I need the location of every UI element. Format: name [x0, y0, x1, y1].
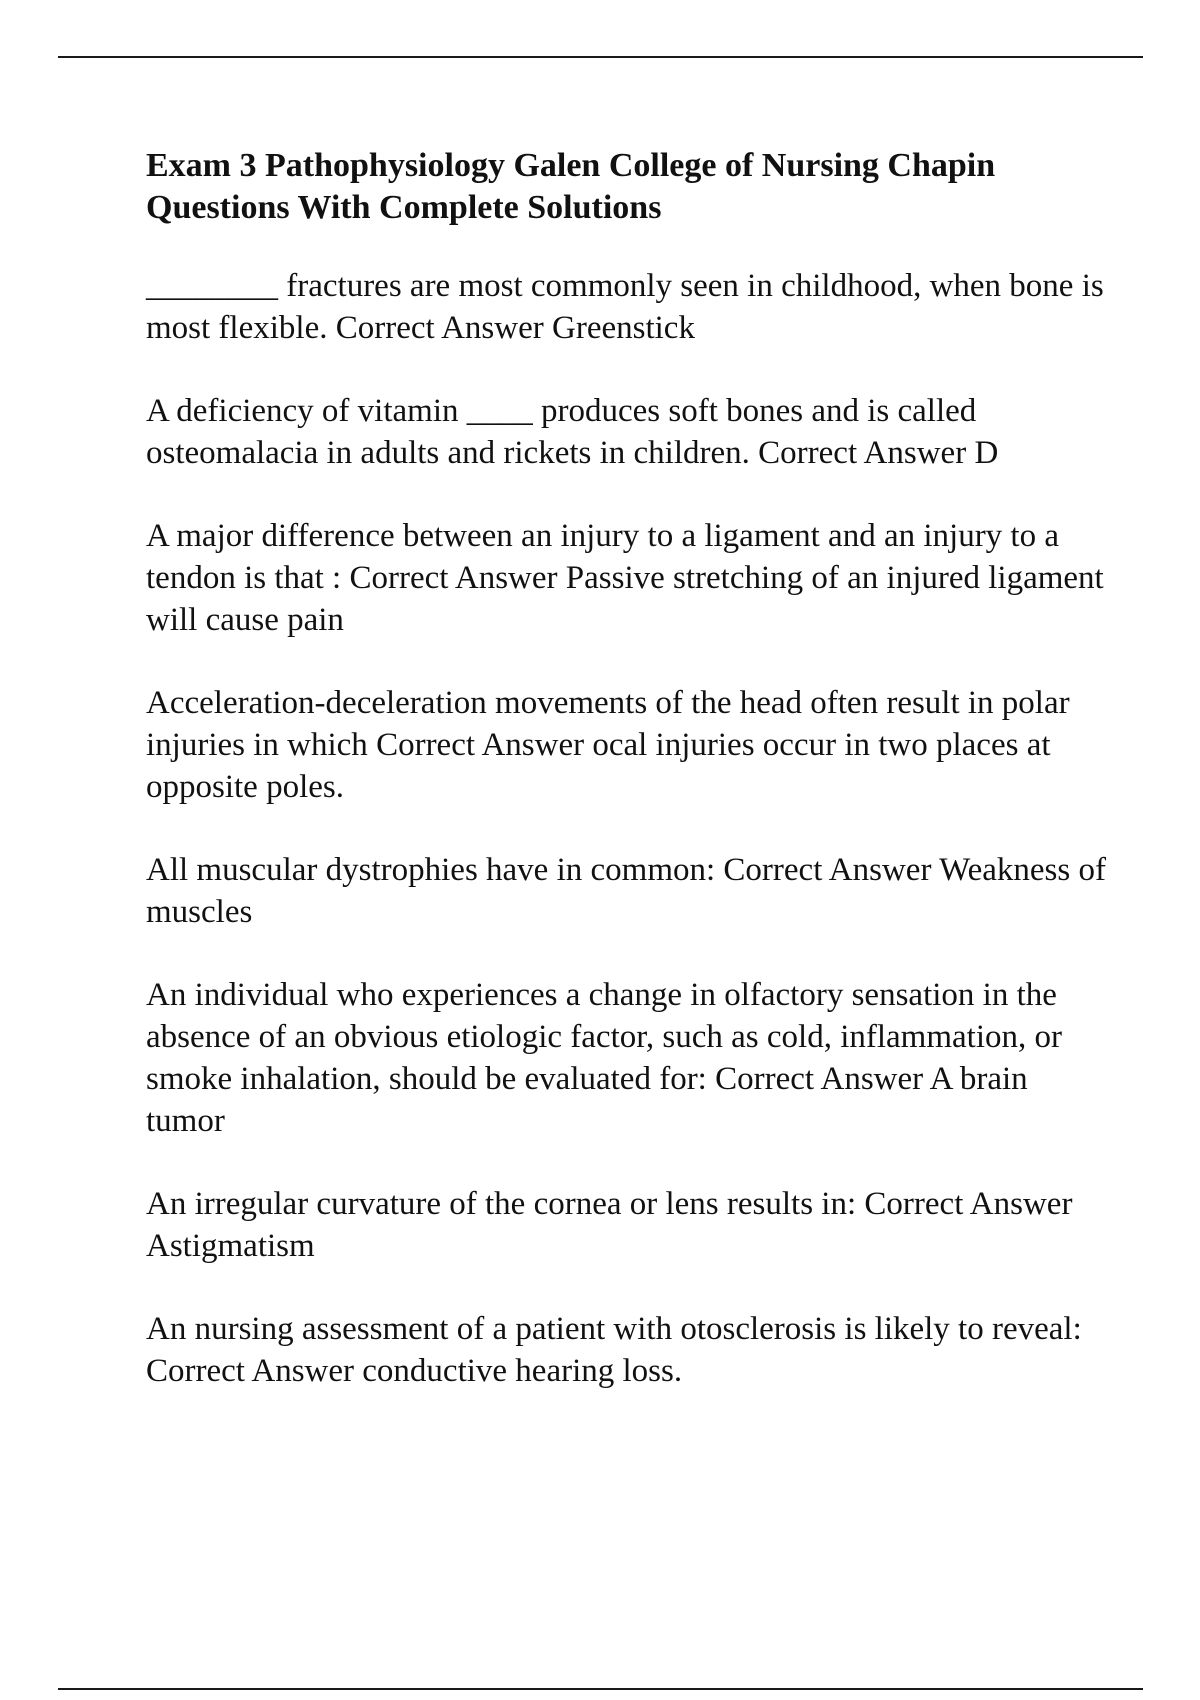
question-text: A major difference between an injury to a ligament and an injury to a tendon is that : [146, 518, 1068, 596]
question-text: An nursing assessment of a patient with otosclerosis is likely to reveal: [146, 1311, 1082, 1347]
answer-label: Correct Answer [723, 852, 932, 888]
qa-item [146, 682, 1106, 808]
answer-label: Correct Answer [864, 1186, 1073, 1222]
question-text: All muscular dystrophies have in common: [146, 852, 716, 888]
question-text: Acceleration-deceleration movements of the head often result in polar injuries in which [146, 685, 1078, 763]
answer-label: Correct Answer [146, 1353, 355, 1389]
qa-item [146, 849, 1115, 933]
answer-label: Correct Answer [335, 310, 544, 346]
qa-item [146, 265, 1112, 349]
qa-item [146, 1308, 1106, 1392]
answer-text: Greenstick [552, 310, 695, 346]
qa-item [146, 390, 1106, 474]
answer-text: D [974, 435, 999, 471]
question-list [146, 265, 1115, 1392]
answer-label: Correct Answer [376, 727, 585, 763]
answer-label: Correct Answer [715, 1061, 924, 1097]
question-text: A deficiency of vitamin ____ produces soft bones and is called osteomalacia in adults and rickets in children. [146, 393, 985, 471]
answer-text: A brain tumor [146, 1061, 1036, 1139]
qa-item [146, 1183, 1106, 1267]
answer-text: Astigmatism [146, 1228, 315, 1264]
answer-label: Correct Answer [349, 560, 558, 596]
answer-text: Passive stretching of an injured ligament will cause pain [146, 560, 1112, 638]
header-rule [58, 56, 1143, 58]
qa-item [146, 974, 1106, 1142]
question-text: An irregular curvature of the cornea or lens results in: [146, 1186, 857, 1222]
answer-label: Correct Answer [758, 435, 967, 471]
answer-text: ocal injuries occur in two places at opposite poles. [146, 727, 1059, 805]
answer-text: Weakness of muscles [146, 852, 1115, 930]
footer-rule [58, 1688, 1143, 1690]
answer-text: conductive hearing loss. [362, 1353, 683, 1389]
qa-item [146, 515, 1112, 641]
document-title: Exam 3 Pathophysiology Galen College of Nursing Chapin Questions With Complete Solutions [146, 147, 996, 226]
question-text: An individual who experiences a change in olfactory sensation in the absence of an obvious etiologic factor, such as cold, inflammation, or smoke inhalation, should be evaluated for: [146, 977, 1071, 1097]
document-body [146, 145, 1115, 1433]
question-text: ________ fractures are most commonly seen in childhood, when bone is most flexible. [146, 268, 1112, 346]
